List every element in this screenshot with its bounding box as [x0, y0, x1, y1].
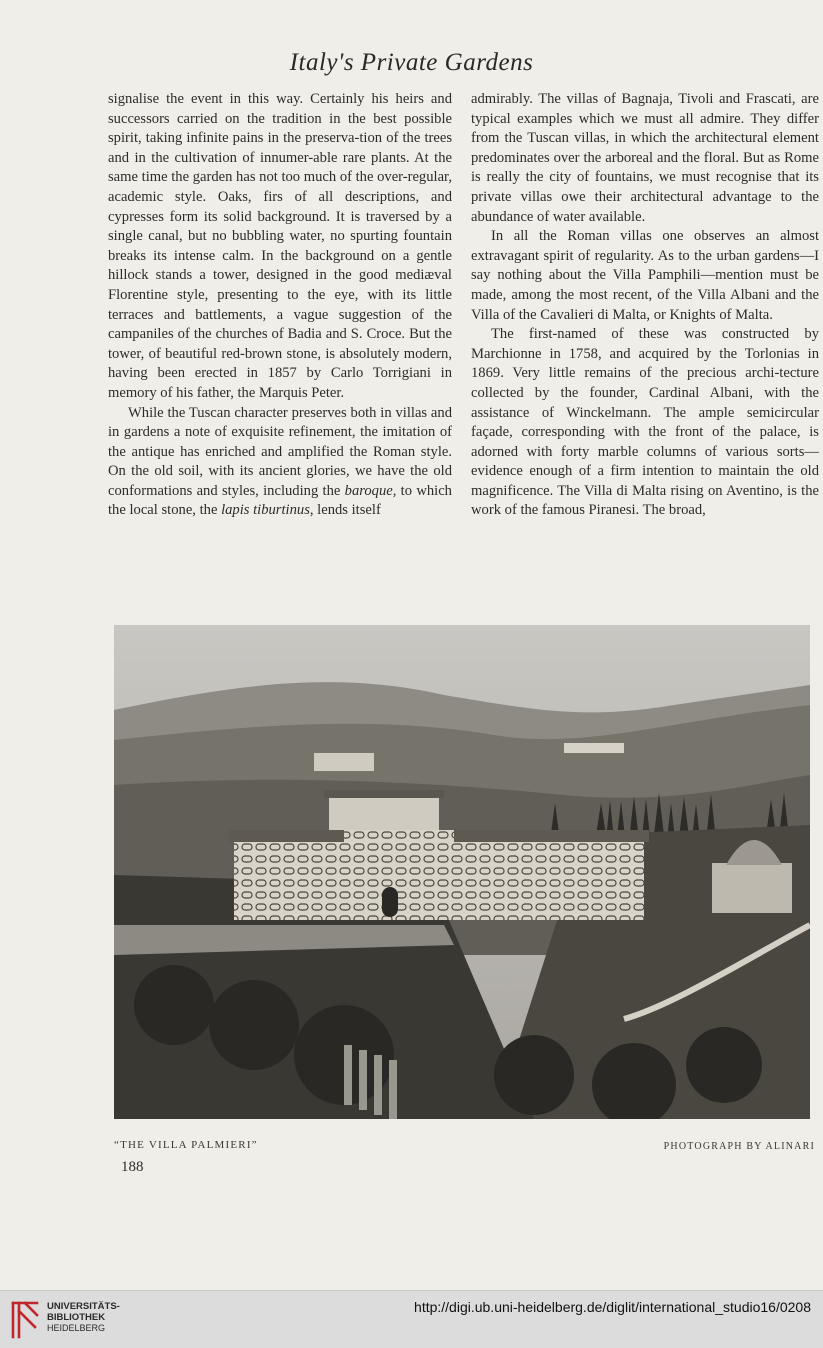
villa-photograph: [114, 625, 810, 1119]
library-logo-icon: [9, 1297, 41, 1341]
italic-term: baroque: [344, 482, 393, 499]
body-paragraph: [471, 90, 819, 227]
library-name-line: UNIVERSITÄTS-: [47, 1301, 120, 1312]
villa-palmieri-image: [114, 625, 810, 1119]
body-paragraph: [108, 404, 452, 522]
paragraph-text: admirably. The villas of Bagnaja, Tivoli and Frascati, are typical examples which we must all admire. They differ from the Tuscan villas, in which the architectural element predominates over the arboreal and the floral. But as Rome is really the city of fountains, we must recognise that its private villas owe their architectural advantage to the abundance of water available.: [471, 91, 819, 225]
running-head: Italy's Private Gardens: [289, 49, 534, 76]
left-column: [108, 90, 452, 521]
body-paragraph: [108, 90, 452, 404]
paragraph-text: While the Tuscan character preserves both in villas and in gardens a note of exquisite refinement, the imitation of the antique has enriched and amplified the Roman style. On the old soil, with its ancient glories, we have the old conformations and styles, including the: [108, 404, 452, 499]
body-paragraph: [471, 227, 819, 325]
paragraph-text: signalise the event in this way. Certainly his heirs and successors carried on the tradition in the best possible spirit, taking infinite pains in the preserva-tion of the trees and in the cultivation of innumer-able rare plants. At the same time the garden has not too much of the over-regular, academic style. Oaks, firs of all descriptions, and cypresses form its solid background. It is traversed by a single canal, but no bubbling water, no spurting fountain breaks its intense calm. In the background on a gentle hillock stands a tower, designed in the good mediæval Florentine style, presenting to the eye, with its little terraces and battlements, a vague suggestion of the campaniles of the churches of Badia and S. Croce. But the tower, of beautiful red-brown stone, is absolutely modern, having been erected in 1857 by Carlo Torrigiani in memory of his father, the Marquis Peter.: [108, 91, 452, 401]
italic-term: lapis tiburtinus: [221, 502, 310, 519]
library-name: [47, 1301, 120, 1334]
digitization-footer: [0, 1290, 823, 1348]
paragraph-text: The first-named of these was constructed by Marchionne in 1758, and acquired by the Torlonias in 1869. Very little remains of the precious archi-tecture collected by the founder, Cardinal Albani, with the assistance of Winckelmann. The ample semicircular façade, corresponding with the front of the palace, is adorned with forty marble columns of various sorts—evidence enough of a firm intention to maintain the old magnificence. The Villa di Malta rising on Aventino, is the work of the famous Piranesi. The broad,: [471, 326, 819, 519]
page-number: 188: [121, 1159, 144, 1175]
paragraph-text: , lends itself: [309, 502, 381, 519]
paragraph-text: In all the Roman villas one observes an almost extravagant spirit of regularity. As to the urban gardens—I say nothing about the Villa Pamphili—mention must be made, among the most recent, of the Villa Albani and the Villa of the Cavalieri di Malta, or Knights of Malta.: [471, 228, 819, 323]
photo-caption: “THE VILLA PALMIERI”: [114, 1139, 258, 1151]
library-name-line: BIBLIOTHEK: [47, 1312, 106, 1323]
paragraph-text: , to which the local stone, the: [108, 482, 452, 519]
source-url[interactable]: http://digi.ub.uni-heidelberg.de/diglit/international_studio16/0208: [414, 1299, 811, 1315]
photo-credit: PHOTOGRAPH BY ALINARI: [663, 1141, 815, 1152]
right-column: [471, 90, 819, 521]
body-paragraph: [471, 325, 819, 521]
library-name-line: HEIDELBERG: [47, 1323, 106, 1333]
